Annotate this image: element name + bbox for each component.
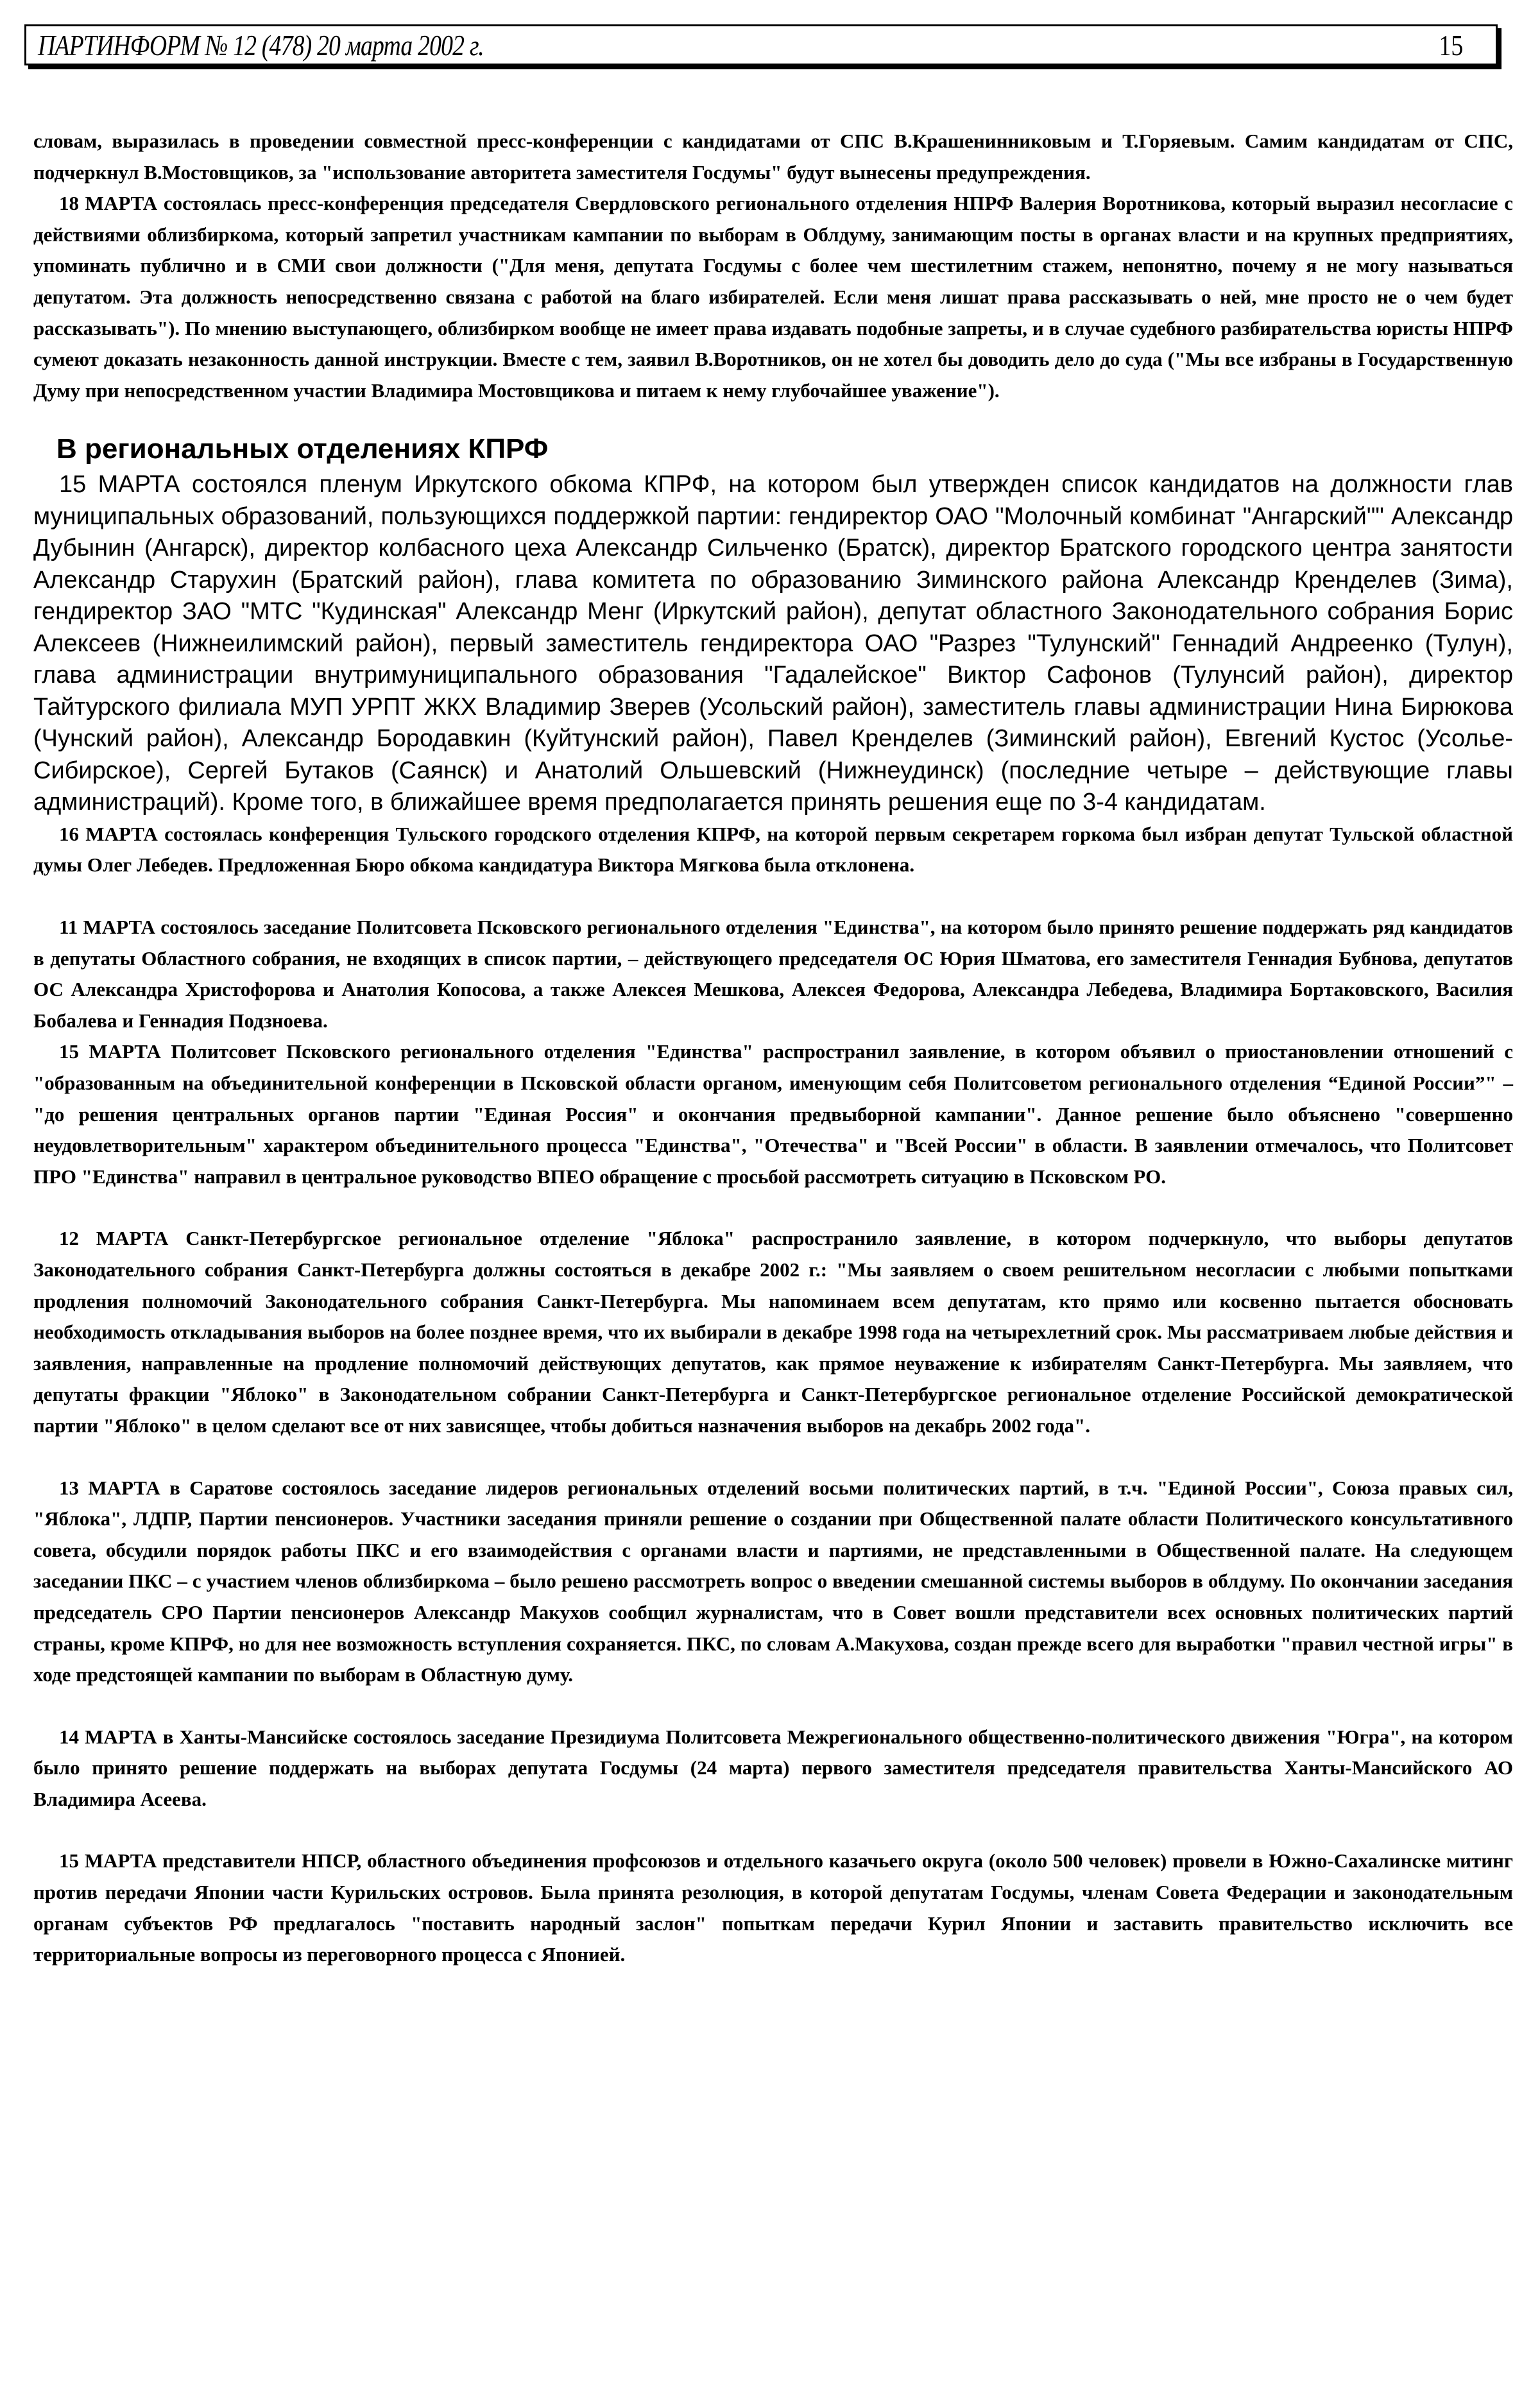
spacer xyxy=(33,1192,1513,1223)
page-number: 15 xyxy=(1439,28,1464,62)
paragraph-news-item: 16 МАРТА состоялась конференция Тульского городского отделения КПРФ, на которой первым секретарем горкома был избран депутат Тульской областной думы Олег Лебедев. Предложенная Бюро обкома кандидатура Виктора Мягкова была отклонена. xyxy=(33,822,1513,877)
paragraph-news-item: 12 МАРТА Санкт-Петербургское региональное отделение "Яблока" распространило заявление, в котором подчеркнуло, что выборы депутатов Законодательного собрания Санкт-Петербурга должны состояться в декабре 2002 г.: "Мы заявляем о своем решительном несогласии с любыми попытками продления полномочий Законодательного собрания Санкт-Петербурга. Мы напоминаем всем депутатам, кто прямо или косвенно пытается обосновать необходимость откладывания выборов на более позднее время, что их выбирали в декабре 1998 года на четырехлетний срок. Мы рассматриваем любые действия и заявления, направленные на продление полномочий действующих депутатов, как прямое неуважение к избирателям Санкт-Петербурга. Мы заявляем, что депутаты фракции "Яблоко" в Законодательном собрании Санкт-Петербурга и Санкт-Петербургское региональное отделение Российской демократической партии "Яблоко" в целом сделают все от них зависящее, чтобы добиться назначения выборов на декабрь 2002 года". xyxy=(33,1227,1513,1437)
paragraph-news-item: 13 МАРТА в Саратове состоялось заседание лидеров региональных отделений восьми политических партий, в т.ч. "Единой России", Союза правых сил, "Яблока", ЛДПР, Партии пенсионеров. Участники заседания приняли решение о создании при Общественной палате области Политического консультативного совета, обсудили порядок работы ПКС и его взаимодействия с органами власти и партиями, не представленными в Общественной палате. На следующем заседании ПКС – с участием членов облизбиркома – было решено рассмотреть вопрос о введении смешанной системы выборов в облдуму. По окончании заседания председатель СРО Партии пенсионеров Александр Макухов сообщил журналистам, что в Совет вошли представители всех основных политических партий страны, кроме КПРФ, но для нее возможность вступления сохраняется. ПКС, по словам А.Макухова, создан прежде всего для выработки "правил честной игры" в ходе предстоящей кампании по выборам в Областную думу. xyxy=(33,1476,1513,1686)
page-header xyxy=(24,24,1498,65)
publication-title: ПАРТИНФОРМ № 12 (478) 20 марта 2002 г. xyxy=(38,28,484,62)
paragraph-news-item: 18 МАРТА состоялась пресс-конференция председателя Свердловского регионального отделения НПРФ Валерия Воротникова, который выразил несогласие с действиями облизбиркома, который запретил участникам кампании по выборам в Облдуму, занимающим посты в органах власти и на крупных предприятиях, упоминать публично и в СМИ свои должности ("Для меня, депутата Госдумы с более чем шестилетним стажем, непонятно, почему я не могу называться депутатом. Эта должность непосредственно связана с работой на благо избирателей. Если меня лишат права рассказывать о ней, мне просто не о чем будет рассказывать"). По мнению выступающего, облизбирком вообще не имеет права издавать подобные запреты, и в случае судебного разбирательства юристы НПРФ сумеют доказать незаконность данной инструкции. Вместе с тем, заявил В.Воротников, он не хотел бы доводить дело до суда ("Мы все избраны в Государственную Думу при непосредственном участии Владимира Мостовщикова и питаем к нему глубочайшее уважение"). xyxy=(33,192,1513,402)
paragraph-news-item: 15 МАРТА представители НПСР, областного объединения профсоюзов и отдельного казачьего округа (около 500 человек) провели в Южно-Сахалинске митинг против передачи Японии части Курильских островов. Была принята резолюция, в которой депутатам Госдумы, членам Совета Федерации и законодательным органам субъектов РФ предлагалось "поставить народный заслон" попыткам передачи Курил Японии и заставить правительство исключить все территориальные вопросы из переговорного процесса с Японией. xyxy=(33,1849,1513,1966)
paragraph-news-item: 11 МАРТА состоялось заседание Политсовета Псковского регионального отделения "Единства", на котором было принято решение поддержать ряд кандидатов в депутаты Областного собрания, не входящих в список партии, – действующего председателя ОС Юрия Шматова, его заместителя Геннадия Бубнова, депутатов ОС Александра Христофорова и Анатолия Копосова, а также Алексея Мешкова, Алексея Федорова, Александра Лебедева, Владимира Бортаковского, Василия Бобалева и Геннадия Подзноева. xyxy=(33,916,1513,1032)
paragraph-news-item: 15 МАРТА Политсовет Псковского регионального отделения "Единства" распространил заявление, в котором объявил о приостановлении отношений с "образованным на объединительной конференции в Псковской области органом, именующим себя Политсоветом регионального отделения “Единой России”" – "до решения центральных органов партии "Единая Россия" и окончания предвыборной кампании". Данное решение было объяснено "совершенно неудовлетворительным" характером объединительного процесса "Единства", "Отечества" и "Всей России" в области. В заявлении отмечалось, что Политсовет ПРО "Единства" направил в центральное руководство ВПЕО обращение с просьбой рассмотреть ситуацию в Псковском РО. xyxy=(33,1040,1513,1188)
paragraph-continuation: словам, выразилась в проведении совместной пресс-конференции с кандидатами от СПС В.Крашенинниковым и Т.Горяевым. Самим кандидатам от СПС, подчеркнул В.Мостовщиков, за "использование авторитета заместителя Госдумы" будут вынесены предупреждения. xyxy=(33,130,1513,184)
article-body xyxy=(33,126,1513,1971)
section-heading: В региональных отделениях КПРФ xyxy=(56,433,549,465)
paragraph-news-item: 15 МАРТА состоялся пленум Иркутского обкома КПРФ, на котором был утвержден список кандидатов на должности глав муниципальных образований, пользующихся поддержкой партии: гендиректор ОАО "Молочный комбинат "Ангарский"" Александр Дубынин (Ангарск), директор колбасного цеха Александр Сильченко (Братск), директор Братского городского центра занятости Александр Старухин (Братский район), глава комитета по образованию Зиминского района Александр Кренделев (Зима), гендиректор ЗАО "МТС "Кудинская" Александр Менг (Иркутский район), депутат областного Законодательного собрания Борис Алексеев (Нижнеилимский район), первый заместитель гендиректора ОАО "Разрез "Тулунский" Геннадий Андреенко (Тулун), глава администрации внутримуниципального образования "Гадалейское" Виктор Сафонов (Тулунсий район), директор Тайтурского филиала МУП УРПТ ЖКХ Владимир Зверев (Усольский район), заместитель главы администрации Нина Бирюкова (Чунский район), Александр Бородавкин (Куйтунский район), Павел Кренделев (Зиминский район), Евгений Кустос (Усолье-Сибирское), Сергей Бутаков (Саянск) и Анатолий Ольшевский (Нижнеудинск) (последние четыре – действующие главы администраций). Кроме того, в ближайшее время предполагается принять решения еще по 3-4 кандидатам. xyxy=(33,471,1513,816)
spacer xyxy=(33,1442,1513,1473)
spacer xyxy=(33,1815,1513,1846)
spacer xyxy=(33,881,1513,912)
paragraph-news-item: 14 МАРТА в Ханты-Мансийске состоялось заседание Президиума Политсовета Межрегионального общественно-политического движения "Югра", на котором было принято решение поддержать на выборах депутата Госдумы (24 марта) первого заместителя председателя правительства Ханты-Мансийского АО Владимира Асеева. xyxy=(33,1725,1513,1810)
spacer xyxy=(33,1691,1513,1722)
